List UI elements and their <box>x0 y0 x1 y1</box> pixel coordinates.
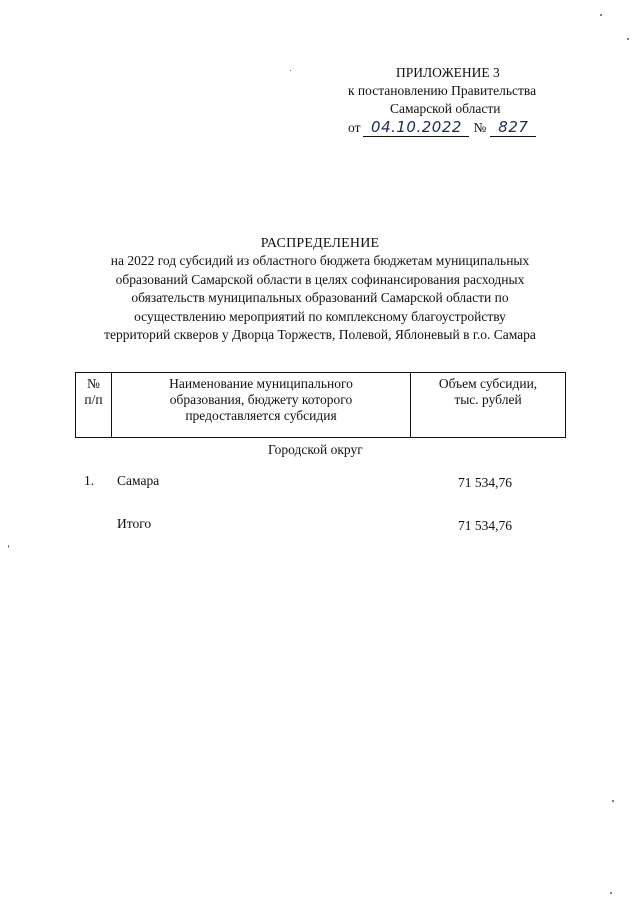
distribution-table-header <box>75 372 566 438</box>
heading-line: обязательств муниципальных образований Самарской области по <box>131 290 509 305</box>
group-label: Городской округ <box>268 442 363 457</box>
number-sign: № <box>473 120 487 135</box>
date-number-line <box>348 118 536 137</box>
row-amount: 71 534,76 <box>458 475 512 490</box>
heading-line: территорий скверов у Дворца Торжеств, Полевой, Яблоневый в г.о. Самара <box>104 327 536 342</box>
scan-speck <box>627 38 629 40</box>
scan-speck <box>600 14 602 16</box>
scan-speck <box>8 545 9 548</box>
column-header-amount: Объем субсидии, тыс. рублей <box>411 373 566 438</box>
appendix-resolution-line: к постановлению Правительства <box>348 83 537 98</box>
handwritten-date: 04.10.2022 <box>363 118 469 137</box>
appendix-title: ПРИЛОЖЕНИЕ 3 <box>396 65 500 80</box>
heading-line: на 2022 год субсидий из областного бюджета бюджетам муниципальных <box>110 253 530 268</box>
scan-speck <box>290 70 291 71</box>
column-header-municipality: Наименование муниципального образования, бюджету которого предоставляется субсидия <box>112 373 411 438</box>
total-label: Итого <box>117 516 152 531</box>
document-title: РАСПРЕДЕЛЕНИЕ <box>260 236 380 251</box>
total-amount: 71 534,76 <box>458 518 512 533</box>
handwritten-number: 827 <box>490 118 536 137</box>
heading-line: осуществлению мероприятий по комплексному благоустройству <box>134 308 506 324</box>
date-prefix: от <box>348 120 361 135</box>
scan-speck <box>612 800 614 802</box>
row-number: 1. <box>84 473 95 488</box>
document-heading <box>40 236 600 345</box>
column-header-number: № п/п <box>76 373 112 438</box>
appendix-region-line: Самарской области <box>390 101 501 116</box>
heading-line: образований Самарской области в целях софинансирования расходных <box>115 271 525 287</box>
scan-speck <box>610 892 612 894</box>
row-municipality: Самара <box>117 473 160 488</box>
